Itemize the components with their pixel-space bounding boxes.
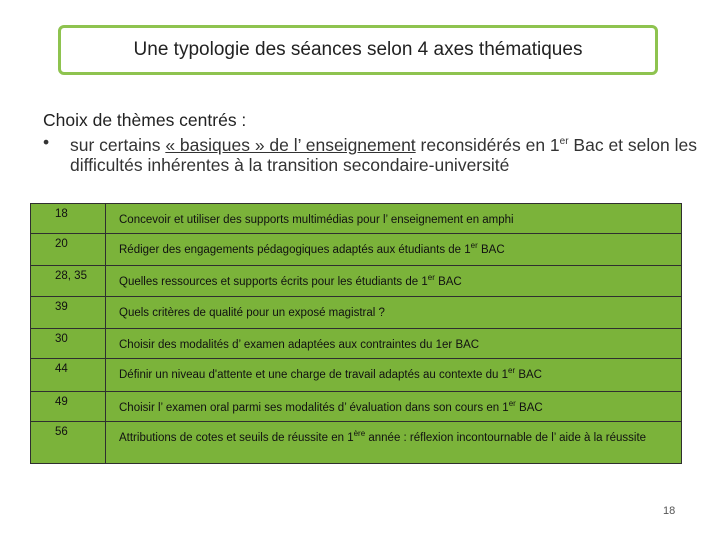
page-number: 18 [663,505,676,517]
intro-heading: Choix de thèmes centrés : [43,110,247,130]
themes-table [30,203,682,464]
slide-title-box [58,25,658,75]
session-number: 44 [31,359,106,392]
table-row [31,359,682,392]
bullet-text-sup: er [559,136,569,147]
bullet-text-pre: sur certains [70,134,166,155]
bullet-text-underlined: « basiques » de l’ enseignement [165,134,416,155]
session-number: 18 [31,204,106,234]
session-topic: Concevoir et utiliser des supports multimédias pour l’ enseignement en amphi [106,204,682,234]
session-number: 49 [31,392,106,422]
session-number: 20 [31,234,106,266]
table-row [31,329,682,359]
bullet-text-rest: Bac et selon les difficultés inhérentes à la transition secondaire-université [70,134,697,175]
session-number: 56 [31,422,106,464]
table-row [31,422,682,464]
bullet-item [43,132,703,175]
bullet-dot-icon: • [43,132,50,152]
intro-text [43,110,703,175]
table-row [31,297,682,329]
session-topic: Rédiger des engagements pédagogiques adaptés aux étudiants de 1er BAC [106,234,682,266]
table-row [31,204,682,234]
session-number: 28, 35 [31,266,106,297]
bullet-text-post: reconsidérés en 1 [415,134,560,155]
session-topic: Quels critères de qualité pour un exposé magistral ? [106,297,682,329]
session-number: 30 [31,329,106,359]
session-topic: Définir un niveau d'attente et une charge de travail adaptés au contexte du 1er BAC [106,359,682,392]
session-topic: Quelles ressources et supports écrits pour les étudiants de 1er BAC [106,266,682,297]
table-row [31,234,682,266]
table-row [31,392,682,422]
session-topic: Attributions de cotes et seuils de réussite en 1ère année : réflexion incontournable de l’ aide à la réussite [106,422,682,464]
session-topic: Choisir des modalités d’ examen adaptées aux contraintes du 1er BAC [106,329,682,359]
table-row [31,266,682,297]
session-topic: Choisir l’ examen oral parmi ses modalités d’ évaluation dans son cours en 1er BAC [106,392,682,422]
slide-title: Une typologie des séances selon 4 axes thématiques [133,39,583,60]
session-number: 39 [31,297,106,329]
